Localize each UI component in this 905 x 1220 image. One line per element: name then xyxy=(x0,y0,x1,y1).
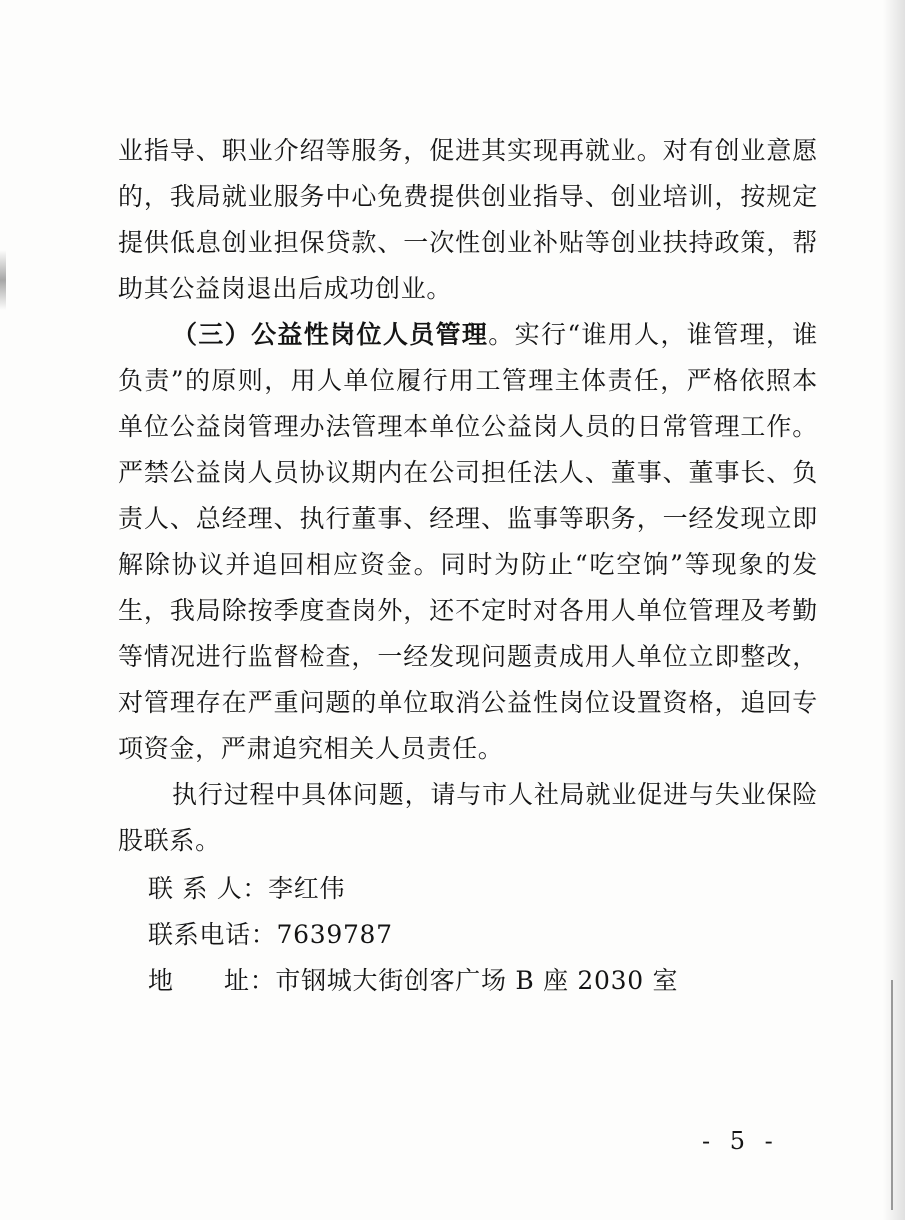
document-body xyxy=(118,128,818,864)
contact-address-value: 市钢城大街创客广场 B 座 2030 室 xyxy=(275,966,679,995)
section-3-body: 。实行“谁用人，谁管理，谁负责”的原则，用人单位履行用工管理主体责任，严格依照本单位公益岗管理办法管理本单位公益岗人员的日常管理工作。严禁公益岗人员协议期内在公司担任法人、董事、董事长、负责人、总经理、执行董事、经理、监事等职务，一经发现立即解除协议并追回相应资金。同时为防止“吃空饷”等现象的发生，我局除按季度查岗外，还不定时对各用人单位管理及考勤等情况进行监督检查，一经发现问题责成用人单位立即整改，对管理存在严重问题的单位取消公益性岗位设置资格，追回专项资金，严肃追究相关人员责任。 xyxy=(118,320,818,763)
contact-phone-value: 7639787 xyxy=(276,920,393,949)
paragraph-section-3 xyxy=(118,312,818,772)
contact-person-value: 李红伟 xyxy=(268,874,346,903)
contact-person-label: 联 系 人： xyxy=(148,874,269,903)
contact-address-label-b: 址： xyxy=(224,966,276,995)
contact-info xyxy=(148,866,678,1004)
scan-edge-line xyxy=(891,980,893,1210)
section-3-heading: （三）公益性岗位人员管理 xyxy=(172,320,489,349)
contact-person-row xyxy=(148,866,678,912)
paragraph-employment-services: 业指导、职业介绍等服务，促进其实现再就业。对有创业意愿的，我局就业服务中心免费提供创业指导、创业培训，按规定提供低息创业担保贷款、一次性创业补贴等创业扶持政策，帮助其公益岗退出后成功创业。 xyxy=(118,136,818,303)
contact-address-row xyxy=(148,958,678,1004)
paragraph-contact-intro: 执行过程中具体问题，请与市人社局就业促进与失业保险股联系。 xyxy=(118,780,818,855)
scan-shadow-right xyxy=(883,0,905,1220)
contact-address-label-a: 地 xyxy=(148,966,174,995)
page-number: - 5 - xyxy=(702,1127,779,1155)
contact-phone-label: 联系电话： xyxy=(148,920,277,949)
contact-phone-row xyxy=(148,912,678,958)
scan-mark-left xyxy=(0,250,6,310)
